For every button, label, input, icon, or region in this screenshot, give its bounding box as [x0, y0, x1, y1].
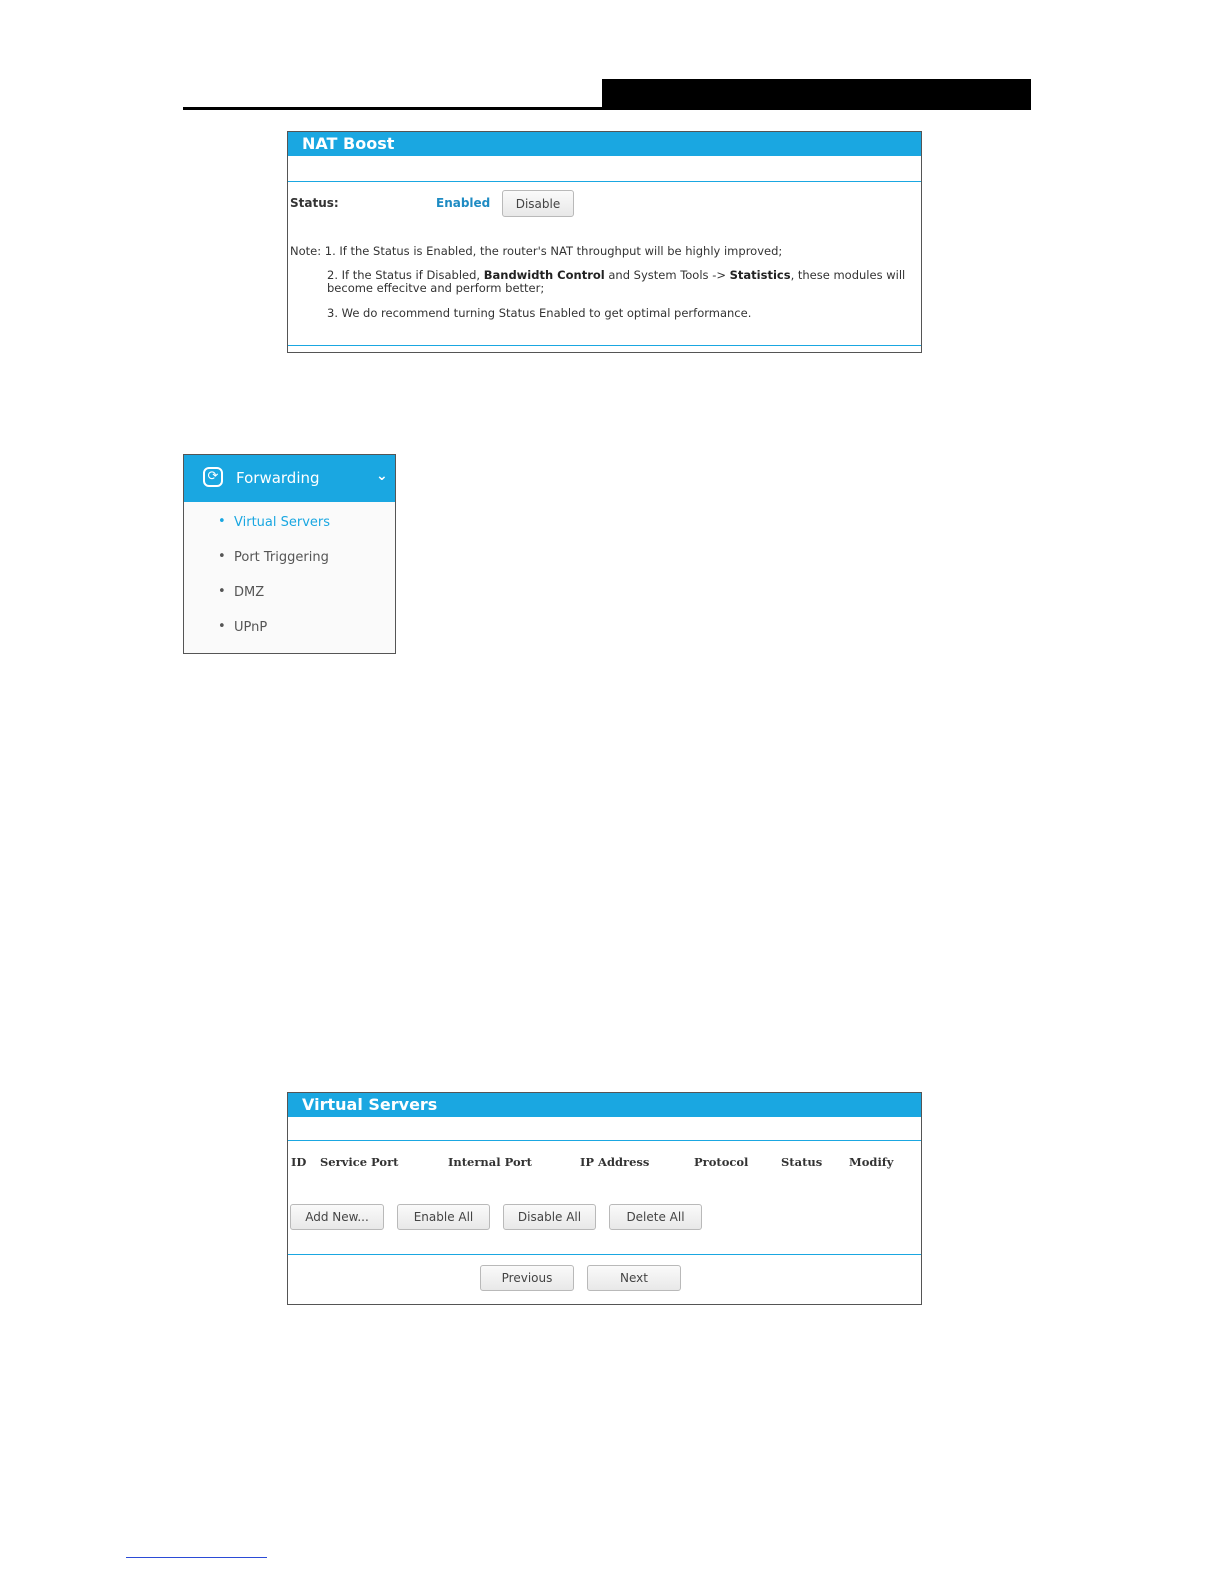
column-header-status: Status — [781, 1155, 823, 1169]
column-header-id: ID — [291, 1155, 307, 1169]
forwarding-menu-header[interactable] — [184, 455, 395, 502]
next-button[interactable]: Next — [587, 1265, 681, 1291]
column-header-internal-port: Internal Port — [448, 1155, 532, 1169]
note-2-text-b: and System Tools -> — [604, 268, 730, 282]
footer-link-underline — [126, 1557, 267, 1558]
page-header-block — [602, 79, 1031, 109]
note-2-text-d: become effecitve and perform better; — [327, 281, 545, 295]
bullet-icon: • — [218, 619, 226, 634]
status-value: Enabled — [436, 196, 491, 210]
forwarding-menu — [183, 454, 396, 654]
note-2-bold-a: Bandwidth Control — [483, 268, 605, 282]
virtual-servers-title: Virtual Servers — [288, 1093, 921, 1117]
divider — [288, 1140, 921, 1141]
previous-button[interactable]: Previous — [480, 1265, 574, 1291]
bullet-icon: • — [218, 549, 226, 564]
nat-boost-panel — [287, 131, 922, 353]
nat-boost-title: NAT Boost — [288, 132, 921, 156]
column-header-protocol: Protocol — [694, 1155, 749, 1169]
column-header-modify: Modify — [849, 1155, 894, 1169]
menu-item-virtual-servers[interactable]: Virtual Servers — [234, 515, 331, 530]
page-header-rule — [183, 107, 1031, 110]
menu-item-upnp[interactable]: UPnP — [234, 620, 268, 635]
note-1 — [290, 245, 782, 258]
menu-item-dmz[interactable]: DMZ — [234, 585, 265, 600]
column-header-service-port: Service Port — [320, 1155, 399, 1169]
note-2 — [327, 269, 905, 295]
enable-all-button[interactable]: Enable All — [397, 1204, 490, 1230]
note-2-text-c: , these modules will — [790, 268, 906, 282]
delete-all-button[interactable]: Delete All — [609, 1204, 702, 1230]
divider — [288, 345, 921, 346]
chevron-down-icon: ⌄ — [376, 468, 388, 484]
divider — [288, 1254, 921, 1255]
virtual-servers-panel — [287, 1092, 922, 1305]
forwarding-menu-title: Forwarding — [236, 469, 320, 487]
note-3: 3. We do recommend turning Status Enabled to get optimal performance. — [327, 306, 752, 320]
note-prefix: Note: — [290, 244, 322, 258]
note-1-text: 1. If the Status is Enabled, the router's NAT throughput will be highly improved; — [324, 244, 783, 258]
bullet-icon: • — [218, 514, 226, 529]
divider — [288, 181, 921, 182]
note-2-bold-b: Statistics — [729, 268, 791, 282]
column-header-ip-address: IP Address — [580, 1155, 650, 1169]
status-label: Status: — [290, 196, 339, 210]
disable-all-button[interactable]: Disable All — [503, 1204, 596, 1230]
note-2-text-a: 2. If the Status if Disabled, — [327, 268, 484, 282]
bullet-icon: • — [218, 584, 226, 599]
add-new-button[interactable]: Add New... — [290, 1204, 384, 1230]
refresh-icon: ⟳ — [203, 467, 223, 487]
menu-item-port-triggering[interactable]: Port Triggering — [234, 550, 329, 565]
disable-button[interactable]: Disable — [502, 190, 574, 217]
